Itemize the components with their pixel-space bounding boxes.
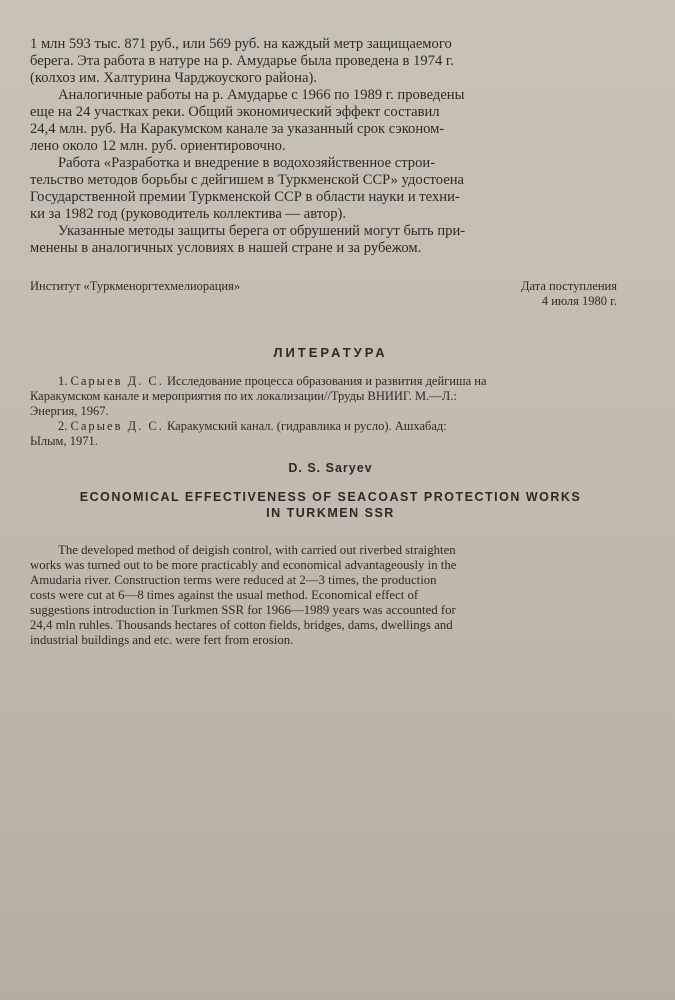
text-line	[30, 374, 631, 389]
article-body	[30, 36, 631, 257]
english-abstract	[30, 543, 631, 648]
reference-text: Исследование процесса образования и развития дейгиша на	[166, 374, 487, 388]
text-line: берега. Эта работа в натуре на р. Амударье была проведена в 1974 г.	[30, 53, 454, 69]
english-title	[30, 489, 631, 521]
text-line: Государственной премии Туркменской ССР в области науки и техни-	[30, 189, 460, 205]
text-line: лено около 12 млн. руб. ориентировочно.	[30, 138, 286, 154]
text-line: 24,4 млн. руб. На Каракумском канале за указанный срок сэконом-	[30, 121, 445, 137]
reference-number: 1.	[58, 374, 68, 388]
text-line: Указанные методы защиты берега от обрушений могут быть при-	[58, 223, 466, 239]
received-info	[521, 279, 631, 309]
institute-name: Институт «Туркменоргтехмелиорация»	[30, 279, 241, 293]
text-line: industrial buildings and etc. were fert from erosion.	[30, 633, 294, 647]
english-author: D. S. Saryev	[288, 461, 373, 475]
received-label: Дата поступления	[521, 279, 617, 293]
abstract-paragraph	[30, 543, 631, 648]
paragraph-conclusion	[30, 223, 631, 257]
paragraph-cost	[30, 36, 631, 87]
title-line: ECONOMICAL EFFECTIVENESS OF SEACOAST PROTECTION WORKS	[79, 490, 582, 504]
article-meta	[30, 279, 631, 309]
text-line	[30, 419, 631, 434]
received-date: 4 июля 1980 г.	[541, 294, 617, 308]
text-line: 1 млн 593 тыс. 871 руб., или 569 руб. на каждый метр защищаемого	[30, 36, 452, 52]
text-line: 24,4 mln ruhles. Thousands hectares of cotton fields, bridges, dams, dwellings and	[30, 618, 453, 632]
text-line: works was turned out to be more practicably and economical advantageously in the	[30, 558, 457, 572]
text-line: Энергия, 1967.	[30, 404, 109, 418]
paragraph-award	[30, 155, 631, 223]
text-line: тельство методов борьбы с дейгишем в Туркменской ССР» удостоена	[30, 172, 464, 188]
text-line: Работа «Разработка и внедрение в водохозяйственное строи-	[58, 155, 436, 171]
text-line: менены в аналогичных условиях в нашей стране и за рубежом.	[30, 240, 422, 256]
text-line: Amudaria river. Construction terms were reduced at 2—3 times, the production	[30, 573, 437, 587]
reference-author: Сарыев Д. С.	[70, 419, 164, 433]
text-line: The developed method of deigish control, with carried out riverbed straighten	[58, 543, 456, 557]
reference-text: Каракумский канал. (гидравлика и русло). Ашхабад:	[166, 419, 447, 433]
text-line: Аналогичные работы на р. Амударье с 1966 по 1989 г. проведены	[58, 87, 465, 103]
reference-number: 2.	[58, 419, 68, 433]
text-line: suggestions introduction in Turkmen SSR for 1966—1989 years was accounted for	[30, 603, 456, 617]
paragraph-similar-works	[30, 87, 631, 155]
title-line: IN TURKMEN SSR	[266, 506, 395, 520]
text-line: (колхоз им. Халтурина Чарджоуского района).	[30, 70, 317, 86]
reference-author: Сарыев Д. С.	[70, 374, 164, 388]
text-line: ки за 1982 год (руководитель коллектива — автор).	[30, 206, 347, 222]
text-line: costs were cut at 6—8 times against the usual method. Economical effect of	[30, 588, 419, 602]
text-line: Каракумском канале и мероприятия по их локализации//Труды ВНИИГ. М.—Л.:	[30, 389, 457, 403]
reference-item	[30, 419, 631, 449]
reference-item	[30, 374, 631, 419]
text-line: еще на 24 участках реки. Общий экономический эффект составил	[30, 104, 440, 120]
reference-list	[30, 374, 631, 449]
text-line: Ылым, 1971.	[30, 434, 98, 448]
literature-heading: ЛИТЕРАТУРА	[273, 345, 388, 360]
